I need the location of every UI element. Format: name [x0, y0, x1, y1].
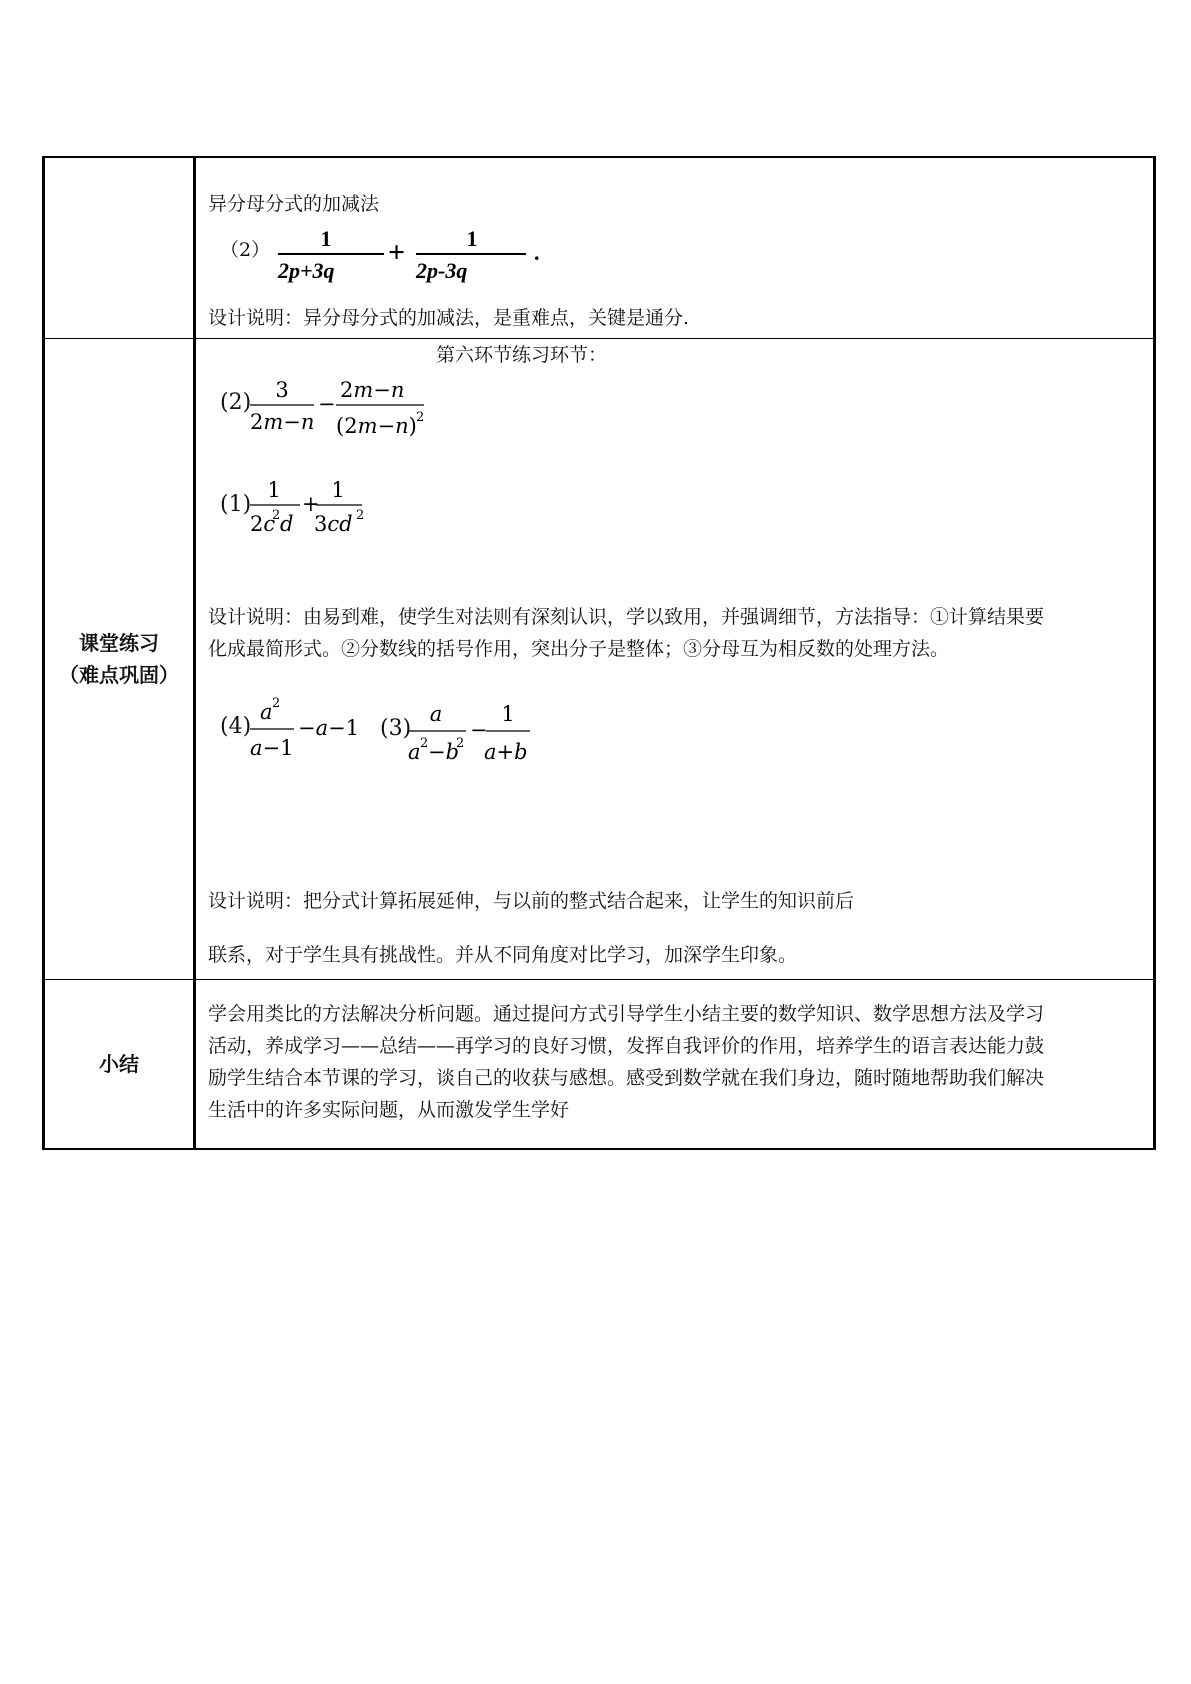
row3-line1: 学会用类比的方法解决分析问题。通过提问方式引导学生小结主要的数学知识、数学思想方法及学习 [208, 1003, 1045, 1025]
ex4-expression [248, 691, 378, 771]
svg-text:2: 2 [272, 508, 281, 523]
svg-text:+: + [302, 492, 320, 516]
row2-label-line1: 课堂练习 [79, 631, 159, 655]
ex3-label: (3) [380, 716, 412, 741]
row1-expr-label: （2） [220, 239, 271, 261]
lesson-table [42, 156, 1156, 1150]
svg-text:2p+3q: 2p+3q [278, 258, 335, 283]
svg-text:1: 1 [501, 702, 515, 726]
row3-line3: 励学生结合本节课的学习，谈自己的收获与感想。感受到数学就在我们身边，随时随地帮助我们解决 [208, 1067, 1045, 1089]
row2-title: 第六环节练习环节： [436, 344, 608, 366]
ex4-label: (4) [220, 714, 252, 739]
svg-text:1: 1 [466, 226, 478, 251]
svg-text:a−1: a−1 [250, 736, 294, 760]
svg-text:3: 3 [275, 378, 289, 402]
svg-text:2: 2 [416, 410, 425, 425]
row2-note2-line1: 设计说明：把分式计算拓展延伸，与以前的整式结合起来，让学生的知识前后 [208, 890, 855, 912]
row3-content-cell [195, 980, 1155, 1150]
svg-text:a: a [429, 702, 443, 726]
ex2-expression [248, 375, 448, 445]
row2-note2-line2: 联系，对于学生具有挑战性。并从不同角度对比学习，加深学生印象。 [208, 944, 798, 966]
svg-text:−: − [318, 392, 336, 416]
table-row [44, 980, 1155, 1150]
svg-text:2: 2 [456, 736, 465, 751]
svg-text:2: 2 [356, 508, 365, 523]
ex1-label: (1) [220, 492, 252, 517]
svg-text:−: − [470, 718, 488, 742]
svg-text:a+b: a+b [484, 740, 528, 764]
svg-text:1: 1 [320, 226, 332, 251]
row1-label-cell [44, 157, 195, 339]
row3-label: 小结 [99, 1052, 139, 1076]
table-row [44, 157, 1155, 339]
svg-text:1: 1 [331, 478, 345, 502]
svg-text:−b: −b [428, 740, 460, 764]
row1-expression [276, 222, 540, 283]
svg-text:2m−n: 2m−n [340, 378, 405, 402]
row1-note: 设计说明：异分母分式的加减法，是重难点，关键是通分. [208, 307, 690, 329]
row2-label-line2: （难点巩固） [59, 663, 179, 687]
svg-text:+: + [388, 236, 406, 269]
row2-note1-line1: 设计说明：由易到难，使学生对法则有深刻认识，学以致用，并强调细节，方法指导：①计算结果要 [208, 606, 1045, 628]
row3-line2: 活动，养成学习——总结——再学习的良好习惯，发挥自我评价的作用，培养学生的语言表达能力鼓 [208, 1035, 1045, 1057]
ex3-expression [406, 695, 546, 775]
svg-text:a: a [260, 700, 273, 724]
svg-text:2: 2 [272, 696, 281, 711]
row2-content-cell [195, 339, 1155, 980]
row3-line4: 生活中的许多实际问题，从而激发学生学好 [208, 1099, 570, 1121]
row1-content-cell [195, 157, 1155, 339]
svg-text:2m−n: 2m−n [250, 410, 315, 434]
row3-label-cell [44, 980, 195, 1150]
table-row [44, 339, 1155, 980]
svg-text:2p-3q: 2p-3q [416, 258, 468, 283]
svg-text:1: 1 [267, 478, 281, 502]
svg-text:2c: 2c [250, 512, 276, 536]
svg-text:2: 2 [420, 736, 429, 751]
svg-text:a: a [408, 740, 421, 764]
svg-text:.: . [534, 240, 540, 265]
svg-text:(2m−n): (2m−n) [336, 414, 417, 438]
svg-text:3cd: 3cd [314, 512, 353, 536]
row1-heading: 异分母分式的加减法 [208, 193, 380, 215]
svg-text:−a−1: −a−1 [298, 716, 360, 740]
ex2-label: (2) [220, 390, 252, 415]
row2-label-cell [44, 339, 195, 980]
ex1-expression [248, 475, 418, 545]
row2-note1-line2: 化成最简形式。②分数线的括号作用，突出分子是整体；③分母互为相反数的处理方法。 [208, 638, 950, 660]
svg-text:d: d [280, 512, 294, 536]
